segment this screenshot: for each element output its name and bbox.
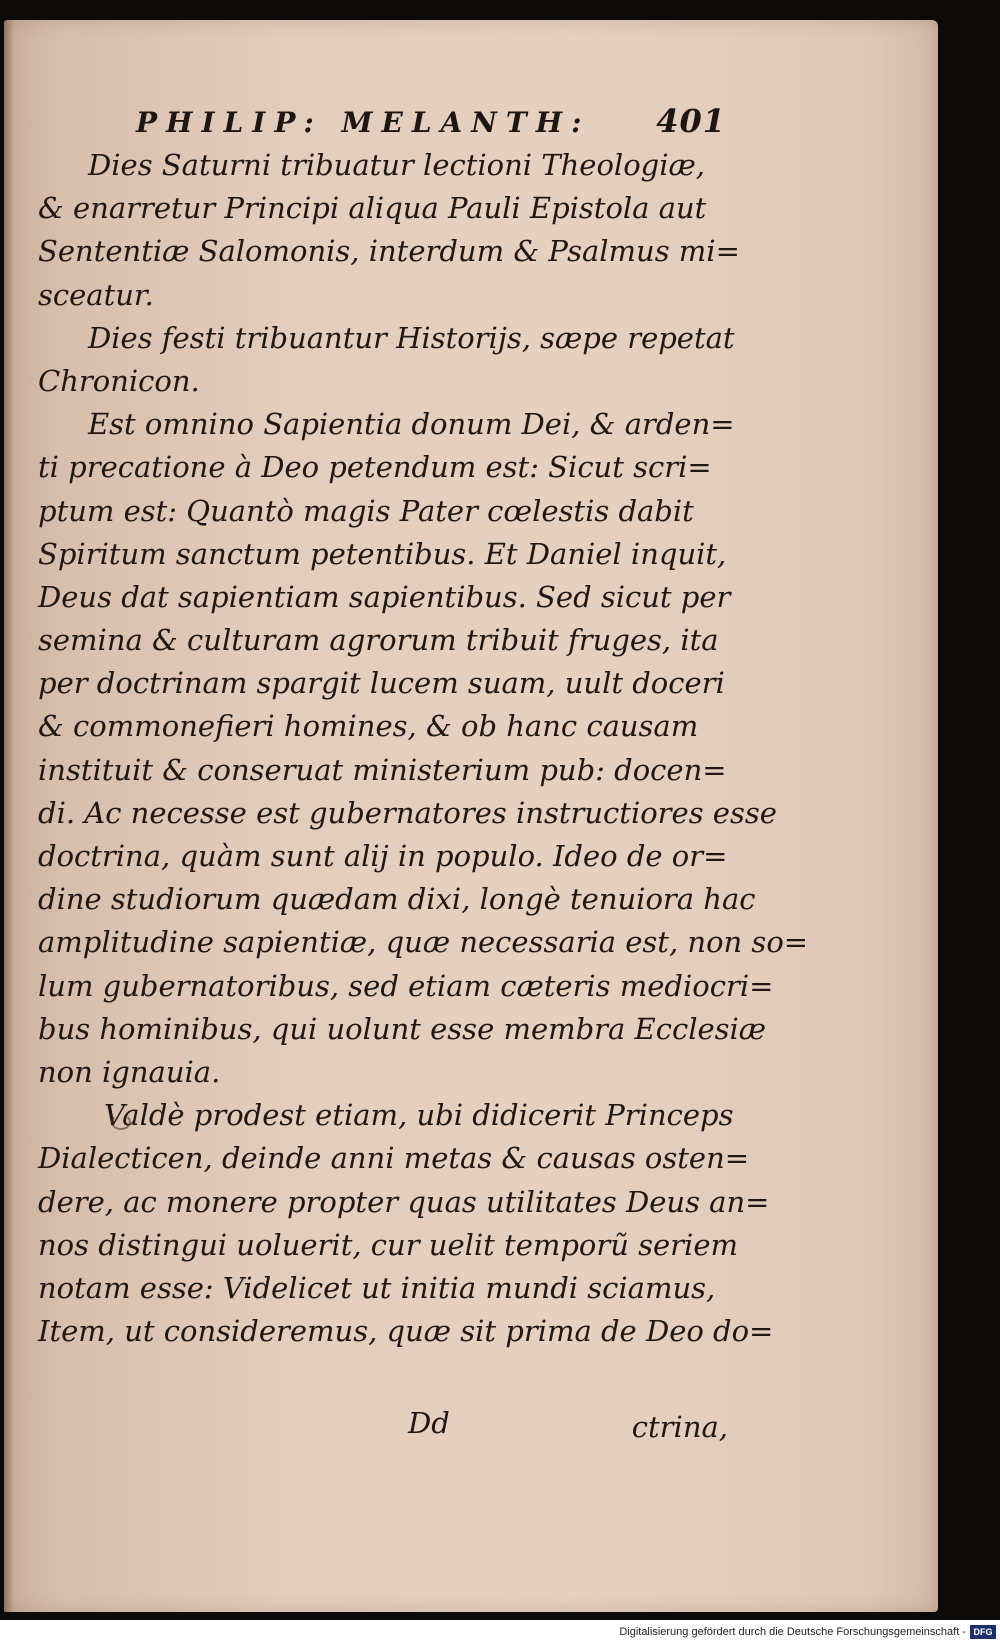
text-line: Chronicon. xyxy=(38,363,200,398)
text-line: nos distingui uoluerit, cur uelit temporũ seriem xyxy=(38,1227,738,1262)
text-line: Deus dat sapientiam sapientibus. Sed sicut per xyxy=(38,579,731,614)
text-line: & commonefieri homines, & ob hanc causam xyxy=(38,709,699,744)
text-line: per doctrinam spargit lucem suam, uult doceri xyxy=(38,666,725,701)
page-edge-shadow xyxy=(4,20,14,1612)
text-line: lum gubernatoribus, sed etiam cæteris mediocri= xyxy=(38,968,774,1003)
text-line: non ignauia. xyxy=(38,1054,221,1089)
text-line: semina & culturam agrorum tribuit fruges, ita xyxy=(38,623,719,658)
body-text xyxy=(38,144,809,1353)
signature-mark: Dd xyxy=(408,1406,450,1440)
text-line: Spiritum sanctum petentibus. Et Daniel inquit, xyxy=(38,536,727,571)
text-line: Est omnino Sapientia donum Dei, & arden= xyxy=(88,407,735,442)
text-line: Dies Saturni tribuatur lectioni Theologiæ, xyxy=(88,148,705,182)
ink-blot xyxy=(111,1114,131,1130)
text-line: Dies festi tribuantur Historijs, sæpe repetat xyxy=(88,320,735,355)
text-line: doctrina, quàm sunt alij in populo. Ideo de or= xyxy=(38,839,728,873)
text-line: Valdè prodest etiam, ubi didicerit Princeps xyxy=(104,1098,734,1133)
text-line: bus hominibus, qui uolunt esse membra Ecclesiæ xyxy=(38,1011,767,1046)
folio-number: 401 xyxy=(656,102,726,140)
page-footer xyxy=(38,1406,728,1450)
text-line: instituit & conseruat ministerium pub: docen= xyxy=(38,752,727,787)
text-line: notam esse: Videlicet ut initia mundi sciamus, xyxy=(38,1270,716,1305)
text-line: di. Ac necesse est gubernatores instructiores esse xyxy=(38,795,777,830)
text-line: dine studiorum quædam dixi, longè tenuiora hac xyxy=(38,882,756,917)
credit-bar xyxy=(0,1620,1000,1646)
catchword: ctrina, xyxy=(631,1410,728,1444)
text-line: dere, ac monere propter quas utilitates Deus an= xyxy=(38,1184,770,1219)
text-line: Item, ut consideremus, quæ sit prima de Deo do= xyxy=(38,1314,774,1349)
dfg-logo: DFG xyxy=(970,1625,996,1639)
book-page xyxy=(4,20,938,1612)
text-line: Dialecticen, deinde anni metas & causas osten= xyxy=(38,1141,750,1176)
credit-text: Digitalisierung gefördert durch die Deutsche Forschungsgemeinschaft - xyxy=(619,1626,966,1638)
text-line: Sententiæ Salomonis, interdum & Psalmus mi= xyxy=(38,234,740,269)
text-line: amplitudine sapientiæ, quæ necessaria est, non so= xyxy=(38,925,809,960)
page-header xyxy=(136,102,726,146)
text-line: ti precatione à Deo petendum est: Sicut scri= xyxy=(38,450,712,485)
text-line: & enarretur Principi aliqua Pauli Epistola aut xyxy=(38,191,707,226)
text-line: sceatur. xyxy=(38,277,154,312)
text-line: ptum est: Quantò magis Pater cœlestis dabit xyxy=(38,493,694,528)
running-head: PHILIP: MELANTH: xyxy=(136,106,591,139)
